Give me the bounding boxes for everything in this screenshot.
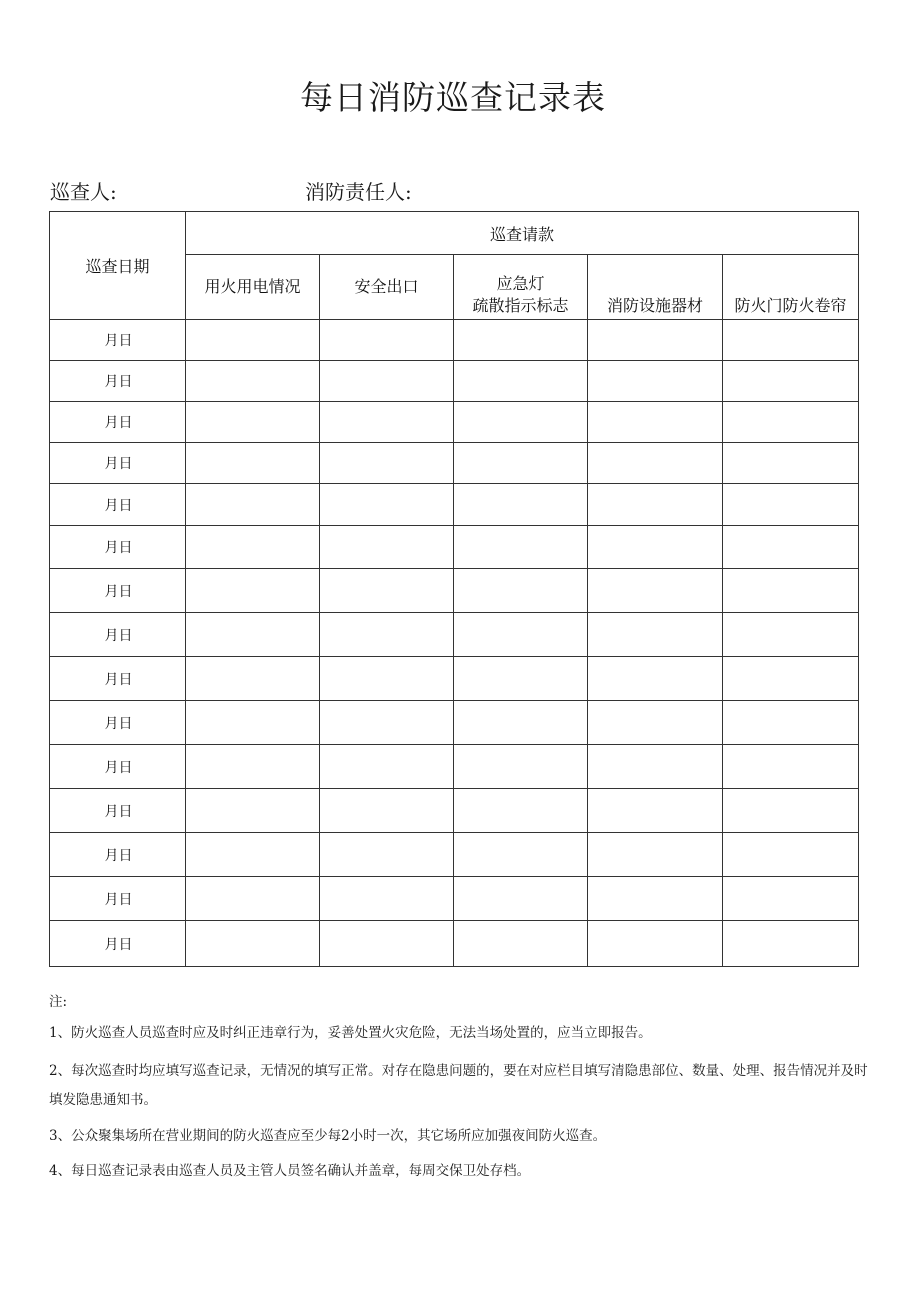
record-cell[interactable]: [723, 877, 859, 921]
table-row: [50, 443, 859, 484]
record-cell[interactable]: [588, 526, 723, 569]
date-cell: [50, 526, 186, 569]
record-cell[interactable]: [320, 613, 454, 657]
date-value: 月日: [104, 671, 133, 688]
record-cell[interactable]: [723, 789, 859, 833]
record-cell[interactable]: [454, 833, 588, 877]
record-cell[interactable]: [320, 402, 454, 443]
date-value: 月日: [104, 759, 133, 776]
table-row: [50, 789, 859, 833]
record-cell[interactable]: [454, 443, 588, 484]
date-cell: [50, 569, 186, 613]
record-cell[interactable]: [454, 484, 588, 526]
date-value: 月日: [104, 456, 133, 472]
record-cell[interactable]: [723, 745, 859, 789]
header-fire-doors-shutters: 防火门防火卷帘: [723, 255, 859, 320]
table-row: [50, 569, 859, 613]
record-cell[interactable]: [186, 484, 320, 526]
table-row: [50, 833, 859, 877]
record-cell[interactable]: [454, 877, 588, 921]
date-cell: [50, 701, 186, 745]
table-row: [50, 320, 859, 361]
header-emergency-lights: 应急灯 疏散指示标志: [454, 255, 588, 320]
record-cell[interactable]: [454, 361, 588, 402]
date-value: 月日: [104, 374, 133, 390]
date-value: 月日: [104, 627, 133, 644]
record-cell[interactable]: [588, 361, 723, 402]
table-row: [50, 921, 859, 967]
record-cell[interactable]: [186, 789, 320, 833]
record-cell[interactable]: [723, 613, 859, 657]
table-row: [50, 657, 859, 701]
date-value: 月日: [104, 540, 133, 556]
record-cell[interactable]: [320, 526, 454, 569]
record-cell[interactable]: [588, 657, 723, 701]
record-cell[interactable]: [320, 789, 454, 833]
record-cell[interactable]: [320, 877, 454, 921]
record-cell[interactable]: [588, 402, 723, 443]
date-cell: [50, 402, 186, 443]
record-cell[interactable]: [588, 833, 723, 877]
date-cell: [50, 877, 186, 921]
table-row: [50, 526, 859, 569]
date-cell: [50, 613, 186, 657]
table-row: [50, 402, 859, 443]
record-cell[interactable]: [723, 657, 859, 701]
record-cell[interactable]: [320, 443, 454, 484]
record-cell[interactable]: [454, 921, 588, 967]
record-cell[interactable]: [320, 320, 454, 361]
record-cell[interactable]: [723, 833, 859, 877]
record-cell[interactable]: [186, 657, 320, 701]
record-cell[interactable]: [588, 613, 723, 657]
record-cell[interactable]: [723, 569, 859, 613]
header-inspection-items: 巡查请款: [186, 212, 859, 255]
date-cell: [50, 789, 186, 833]
record-cell[interactable]: [454, 789, 588, 833]
record-cell[interactable]: [588, 701, 723, 745]
record-cell[interactable]: [723, 320, 859, 361]
record-cell[interactable]: [186, 745, 320, 789]
record-cell[interactable]: [454, 320, 588, 361]
record-cell[interactable]: [186, 526, 320, 569]
date-cell: [50, 361, 186, 402]
date-cell: [50, 833, 186, 877]
date-cell: [50, 745, 186, 789]
date-cell: [50, 657, 186, 701]
record-cell[interactable]: [186, 569, 320, 613]
record-cell[interactable]: [454, 569, 588, 613]
date-value: 月日: [104, 583, 133, 600]
page-title: 每日消防巡查记录表: [300, 78, 606, 117]
header-fire-equipment: 消防设施器材: [588, 255, 723, 320]
record-cell[interactable]: [588, 443, 723, 484]
table-row: [50, 613, 859, 657]
date-value: 月日: [104, 891, 133, 908]
record-cell[interactable]: [588, 921, 723, 967]
record-cell[interactable]: [454, 701, 588, 745]
record-cell[interactable]: [320, 921, 454, 967]
record-cell[interactable]: [454, 657, 588, 701]
date-cell: [50, 921, 186, 967]
table-row: [50, 361, 859, 402]
record-cell[interactable]: [588, 745, 723, 789]
table-row: [50, 745, 859, 789]
note-item-1: 1、防火巡查人员巡查时应及时纠正违章行为，妥善处置火灾危险，无法当场处置的，应当立即报告。: [49, 1025, 652, 1041]
record-cell[interactable]: [320, 657, 454, 701]
note-item-4: 4、每日巡查记录表由巡查人员及主管人员签名确认并盖章，每周交保卫处存档。: [49, 1163, 531, 1179]
record-cell[interactable]: [186, 613, 320, 657]
date-value: 月日: [104, 803, 133, 820]
header-safety-exit: 安全出口: [320, 255, 454, 320]
record-cell[interactable]: [723, 526, 859, 569]
record-cell[interactable]: [588, 320, 723, 361]
date-value: 月日: [104, 333, 133, 349]
record-cell[interactable]: [320, 745, 454, 789]
record-cell[interactable]: [320, 484, 454, 526]
table-row: [50, 877, 859, 921]
inspector-label: 巡查人:: [50, 180, 117, 204]
record-cell[interactable]: [186, 402, 320, 443]
date-value: 月日: [104, 715, 133, 732]
notes-section: [49, 990, 869, 1195]
record-cell[interactable]: [723, 443, 859, 484]
record-cell[interactable]: [320, 701, 454, 745]
notes-label: 注:: [49, 994, 68, 1010]
record-cell[interactable]: [186, 921, 320, 967]
record-cell[interactable]: [186, 833, 320, 877]
record-cell[interactable]: [723, 484, 859, 526]
record-cell[interactable]: [454, 526, 588, 569]
header-inspection-date: 巡查日期: [50, 212, 186, 320]
record-cell[interactable]: [588, 789, 723, 833]
date-cell: [50, 320, 186, 361]
table-row: [50, 701, 859, 745]
date-value: 月日: [104, 497, 133, 514]
record-cell[interactable]: [723, 361, 859, 402]
date-value: 月日: [104, 936, 133, 953]
record-cell[interactable]: [320, 361, 454, 402]
note-item-2: 2、每次巡查时均应填写巡查记录，无情况的填写正常。对存在隐患问题的，要在对应栏目填写清隐患部位、数量、处理、报告情况并及时填发隐患通知书。: [49, 1063, 868, 1108]
record-cell[interactable]: [588, 877, 723, 921]
record-cell[interactable]: [186, 443, 320, 484]
record-cell[interactable]: [186, 877, 320, 921]
record-cell[interactable]: [186, 701, 320, 745]
record-cell[interactable]: [454, 613, 588, 657]
record-cell[interactable]: [588, 484, 723, 526]
record-cell[interactable]: [186, 361, 320, 402]
record-cell[interactable]: [454, 745, 588, 789]
header-fire-electric-use: 用火用电情况: [186, 255, 320, 320]
record-cell[interactable]: [454, 402, 588, 443]
record-cell[interactable]: [320, 569, 454, 613]
responsible-person-label: 消防责任人:: [305, 180, 412, 204]
record-cell[interactable]: [723, 921, 859, 967]
date-cell: [50, 443, 186, 484]
patrol-record-table: [49, 211, 859, 967]
date-value: 月日: [104, 415, 133, 431]
date-cell: [50, 484, 186, 526]
record-cell[interactable]: [320, 833, 454, 877]
record-cell[interactable]: [588, 569, 723, 613]
record-cell[interactable]: [723, 701, 859, 745]
date-value: 月日: [104, 847, 133, 864]
record-cell[interactable]: [723, 402, 859, 443]
note-item-3: 3、公众聚集场所在营业期间的防火巡查应至少每2小时一次，其它场所应加强夜间防火巡查。: [49, 1128, 607, 1144]
table-row: [50, 484, 859, 526]
record-cell[interactable]: [186, 320, 320, 361]
